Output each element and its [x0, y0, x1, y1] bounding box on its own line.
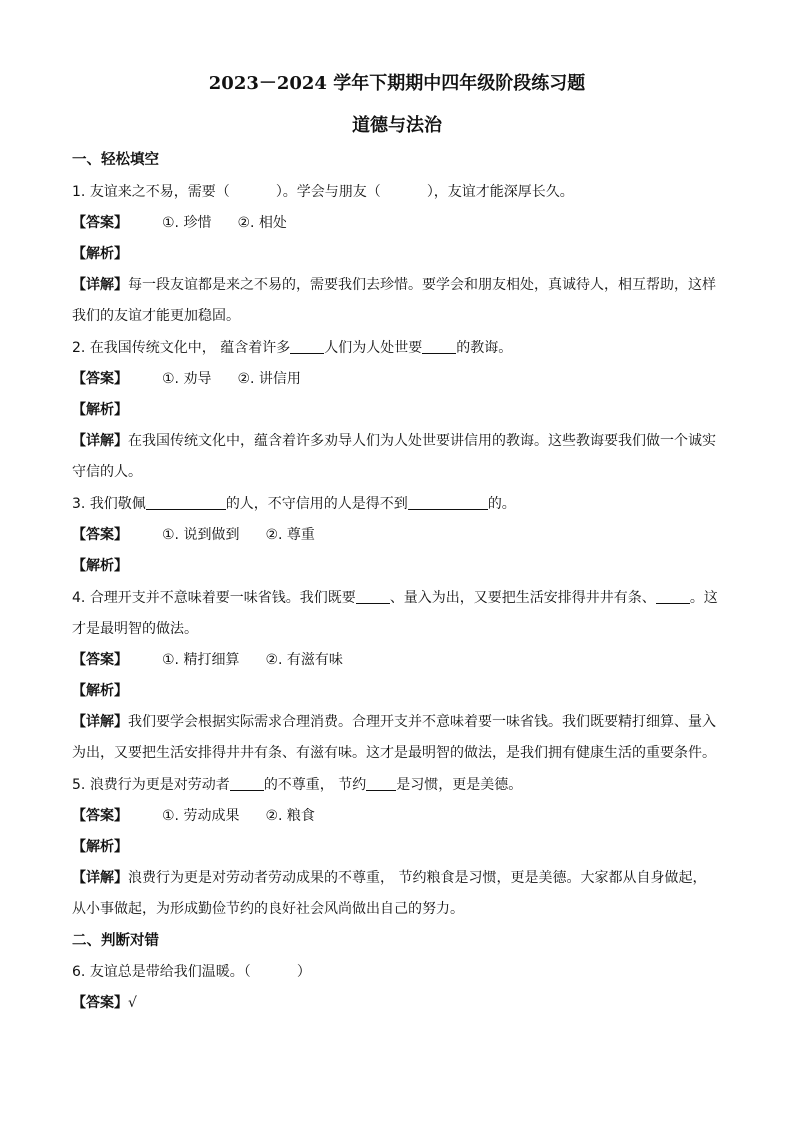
blank-underline — [146, 495, 226, 510]
question-number: 6. — [72, 964, 86, 980]
answer-line-1 — [72, 213, 724, 233]
answer-label: 【答案】 — [72, 652, 128, 668]
detail-text: 从小事做起，为形成勤俭节约的良好社会风尚做出自己的努力。 — [72, 901, 464, 917]
question-text: 的教诲。 — [456, 340, 513, 356]
answer-line-5 — [72, 806, 724, 826]
question-text: 我们敬佩 — [89, 496, 146, 512]
section-heading-fill-blank: 一、轻松填空 — [72, 152, 159, 168]
blank-underline — [356, 589, 390, 604]
detail-text: 守信的人。 — [72, 464, 142, 480]
question-text: 的。 — [487, 496, 516, 512]
analysis-label: 【解析】 — [72, 402, 128, 418]
question-text: 人们为人处世要 — [324, 340, 423, 356]
answer-label: 【答案】 — [72, 527, 128, 543]
blank-underline — [656, 589, 690, 604]
detail-label: 【详解】 — [72, 870, 128, 886]
question-2 — [72, 338, 724, 358]
detail-label: 【详解】 — [72, 277, 128, 293]
question-number: 3. — [72, 496, 86, 512]
answer-value: ②. 尊重 — [265, 527, 315, 543]
answer-value: ②. 粮食 — [265, 808, 315, 824]
analysis-label: 【解析】 — [72, 558, 128, 574]
detail-line-2b — [72, 462, 724, 482]
question-4 — [72, 588, 724, 608]
analysis-label: 【解析】 — [72, 839, 128, 855]
blank-underline — [408, 495, 488, 510]
blank-underline — [290, 339, 324, 354]
analysis-label: 【解析】 — [72, 246, 128, 262]
detail-label: 【详解】 — [72, 714, 128, 730]
analysis-line-4 — [72, 681, 724, 701]
detail-text: 我们的友谊才能更加稳固。 — [72, 308, 240, 324]
detail-line-4b — [72, 743, 724, 763]
blank-underline — [422, 339, 456, 354]
analysis-line-2 — [72, 400, 724, 420]
answer-label: 【答案】 — [72, 995, 128, 1011]
question-text: 浪费行为更是对劳动者 — [89, 777, 230, 793]
answer-value: ①. 说到做到 — [162, 527, 240, 543]
question-text: 是习惯，更是美德。 — [396, 777, 523, 793]
question-6 — [72, 962, 724, 982]
answer-line-4 — [72, 650, 724, 670]
detail-line-4 — [72, 712, 724, 732]
detail-line-2 — [72, 431, 724, 451]
answer-value: ②. 讲信用 — [237, 371, 301, 387]
answer-value: ①. 劳动成果 — [162, 808, 240, 824]
section-heading-true-false: 二、判断对错 — [72, 933, 159, 949]
answer-label: 【答案】 — [72, 371, 128, 387]
detail-line-1b — [72, 306, 724, 326]
analysis-line-3 — [72, 556, 724, 576]
analysis-line-1 — [72, 244, 724, 264]
answer-label: 【答案】 — [72, 808, 128, 824]
detail-line-5b — [72, 899, 724, 919]
subject-title: 道德与法治 — [352, 115, 442, 136]
question-text: ），友谊才能深厚长久。 — [426, 184, 574, 200]
question-4-continued — [72, 619, 724, 639]
detail-text: 在我国传统文化中，蕴含着许多劝导人们为人处世要讲信用的教诲。这些教诲要我们做一个诚实 — [128, 433, 716, 449]
question-text: 友谊来之不易，需要（ — [89, 184, 230, 200]
question-text: 。这 — [689, 590, 718, 606]
question-number: 2. — [72, 340, 86, 356]
document-title: 2023－2024 学年下期期中四年级阶段练习题 — [208, 73, 586, 94]
answer-label: 【答案】 — [72, 215, 128, 231]
question-text: 的不尊重， 节约 — [263, 777, 367, 793]
answer-line-6 — [72, 993, 724, 1013]
answer-value: ①. 珍惜 — [162, 215, 212, 231]
question-text: 在我国传统文化中， 蕴含着许多 — [89, 340, 291, 356]
question-number: 4. — [72, 590, 86, 606]
answer-value: √ — [128, 995, 137, 1011]
question-text: 才是最明智的做法。 — [72, 621, 198, 637]
blank-underline — [366, 776, 396, 791]
question-5 — [72, 775, 724, 795]
detail-line-5 — [72, 868, 724, 888]
analysis-label: 【解析】 — [72, 683, 128, 699]
analysis-line-5 — [72, 837, 724, 857]
question-text: ）。学会与朋友（ — [275, 184, 381, 200]
question-3 — [72, 494, 724, 514]
blank-underline — [230, 776, 264, 791]
question-text: 友谊总是带给我们温暖。（ — [89, 964, 251, 980]
detail-text: 浪费行为更是对劳动者劳动成果的不尊重， 节约粮食是习惯，更是美德。大家都从自身做起， — [128, 870, 707, 886]
question-text: 合理开支并不意味着要一味省钱。我们既要 — [89, 590, 356, 606]
answer-value: ②. 相处 — [237, 215, 287, 231]
question-number: 1. — [72, 184, 86, 200]
question-text: ） — [296, 964, 311, 980]
answer-line-2 — [72, 369, 724, 389]
answer-value: ①. 劝导 — [162, 371, 212, 387]
answer-value: ②. 有滋有味 — [265, 652, 343, 668]
detail-line-1 — [72, 275, 724, 295]
detail-text: 每一段友谊都是来之不易的，需要我们去珍惜。要学会和朋友相处，真诚待人，相互帮助，这样 — [128, 277, 716, 293]
question-text: 的人，不守信用的人是得不到 — [225, 496, 408, 512]
question-number: 5. — [72, 777, 86, 793]
answer-line-3 — [72, 525, 724, 545]
detail-text: 为出，又要把生活安排得井井有条、有滋有味。这才是最明智的做法，是我们拥有健康生活的重要条件。 — [72, 745, 716, 761]
answer-value: ①. 精打细算 — [162, 652, 240, 668]
detail-text: 我们要学会根据实际需求合理消费。合理开支并不意味着要一味省钱。我们既要精打细算、量入 — [128, 714, 716, 730]
question-1 — [72, 182, 724, 202]
detail-label: 【详解】 — [72, 433, 128, 449]
question-text: 、量入为出，又要把生活安排得井井有条、 — [389, 590, 656, 606]
